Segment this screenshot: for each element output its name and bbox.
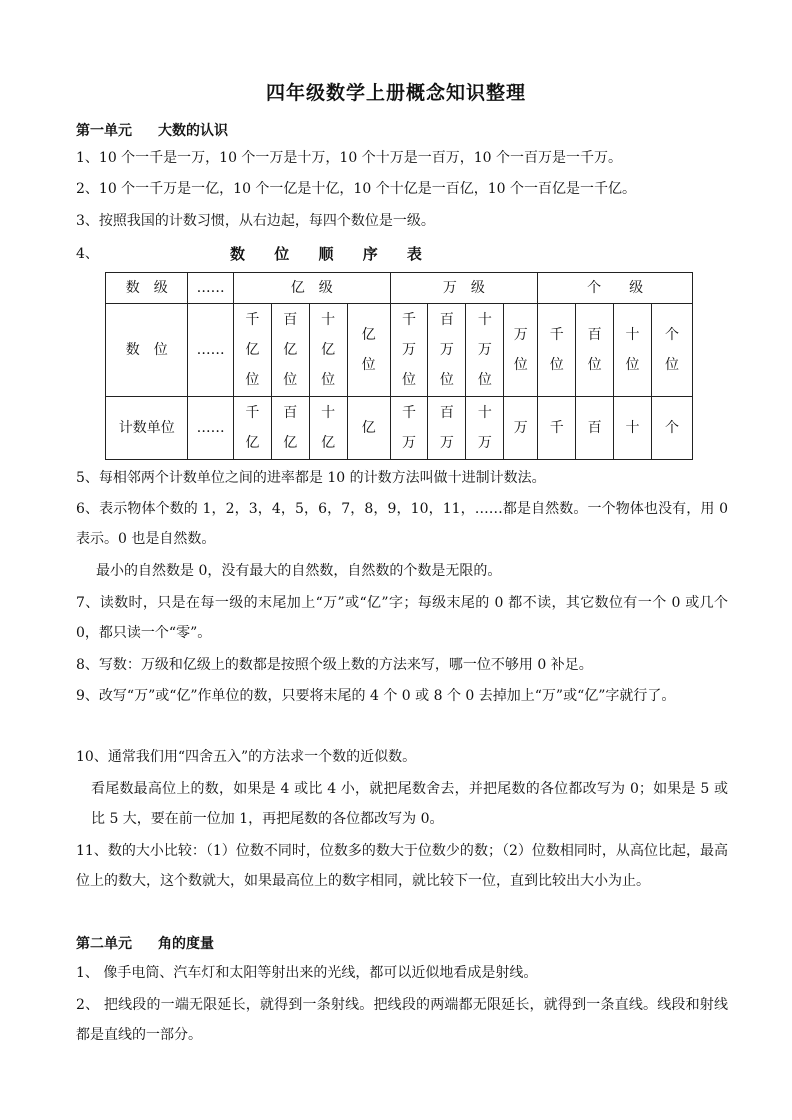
paragraph-7: 7、读数时，只是在每一级的末尾加上“万”或“亿”字；每级末尾的 0 都不读，其它数位有一个 0 或几个 0，都只读一个“零”。 <box>76 595 728 641</box>
unit-2-heading <box>76 933 214 953</box>
cell-yi-level: 亿 级 <box>233 273 390 304</box>
cell-place: 亿位 <box>347 304 390 397</box>
unit-1-heading <box>76 120 228 140</box>
paragraph-2: 2、10 个一千万是一亿，10 个一亿是十亿，10 个十亿是一百亿，10 个一百亿是一千亿。 <box>76 181 636 197</box>
cell-unit: 千 <box>538 397 576 460</box>
cell-place: 万位 <box>504 304 538 397</box>
cell-level-dots: …… <box>188 273 234 304</box>
cell-place: 百亿位 <box>271 304 309 397</box>
cell-unit: 十亿 <box>309 397 347 460</box>
cell-place: 百位 <box>576 304 614 397</box>
cell-place: 千亿位 <box>233 304 271 397</box>
paragraph-10: 10、通常我们用“四舍五入”的方法求一个数的近似数。 <box>76 749 417 765</box>
cell-place: 十万位 <box>466 304 504 397</box>
cell-unit: 百亿 <box>271 397 309 460</box>
cell-place: 千位 <box>538 304 576 397</box>
cell-place-dots: …… <box>188 304 234 397</box>
cell-place-head: 数 位 <box>106 304 188 397</box>
table-item-label: 4、 <box>76 246 99 262</box>
cell-unit: 十万 <box>466 397 504 460</box>
table-title: 数 位 顺 序 表 <box>230 245 434 263</box>
cell-place: 个位 <box>651 304 692 397</box>
page-title: 四年级数学上册概念知识整理 <box>265 82 526 104</box>
paragraph-10-note: 看尾数最高位上的数，如果是 4 或比 4 小，就把尾数舍去，并把尾数的各位都改写为 0；如果是 5 或比 5 大，要在前一位加 1，再把尾数的各位都改写为 0。 <box>91 781 728 827</box>
cell-place: 百万位 <box>428 304 466 397</box>
cell-place: 十亿位 <box>309 304 347 397</box>
cell-wan-level: 万 级 <box>390 273 538 304</box>
unit-2-paragraph-1: 1、 像手电筒、汽车灯和太阳等射出来的光线，都可以近似地看成是射线。 <box>76 965 538 981</box>
paragraph-5: 5、每相邻两个计数单位之间的进率都是 10 的计数方法叫做十进制计数法。 <box>76 470 546 486</box>
cell-unit: 十 <box>614 397 652 460</box>
cell-place: 千万位 <box>390 304 428 397</box>
cell-place: 十位 <box>614 304 652 397</box>
paragraph-6: 6、表示物体个数的 1，2，3，4，5，6，7，8，9，10，11，……都是自然数。一个物体也没有，用 0 表示。0 也是自然数。 <box>76 501 728 547</box>
cell-level-head: 数 级 <box>106 273 188 304</box>
paragraph-3: 3、按照我国的计数习惯，从右边起，每四个数位是一级。 <box>76 213 435 229</box>
table-row-places <box>106 304 693 397</box>
unit-2-paragraph-2: 2、 把线段的一端无限延长，就得到一条射线。把线段的两端都无限延长，就得到一条直线。线段和射线都是直线的一部分。 <box>76 997 728 1043</box>
place-value-table <box>105 272 693 460</box>
cell-unit: 万 <box>504 397 538 460</box>
unit-2-name: 角的度量 <box>158 936 214 952</box>
paragraph-8: 8、写数：万级和亿级上的数都是按照个级上数的方法来写，哪一位不够用 0 补足。 <box>76 657 593 673</box>
paragraph-9: 9、改写“万”或“亿”作单位的数，只要将末尾的 4 个 0 或 8 个 0 去掉加上“万”或“亿”字就行了。 <box>76 688 676 704</box>
table-row-levels <box>106 273 693 304</box>
unit-1-name: 大数的认识 <box>158 123 228 139</box>
paragraph-1: 1、10 个一千是一万，10 个一万是十万，10 个十万是一百万，10 个一百万是一千万。 <box>76 150 622 166</box>
cell-ge-level: 个 级 <box>538 273 693 304</box>
cell-unit: 千亿 <box>233 397 271 460</box>
cell-unit: 亿 <box>347 397 390 460</box>
paragraph-6-note: 最小的自然数是 0，没有最大的自然数，自然数的个数是无限的。 <box>96 563 502 579</box>
cell-unit: 千万 <box>390 397 428 460</box>
cell-unit: 百万 <box>428 397 466 460</box>
unit-2-label: 第二单元 <box>76 936 132 952</box>
unit-1-label: 第一单元 <box>76 123 132 139</box>
cell-unit-dots: …… <box>188 397 234 460</box>
cell-unit-head: 计数单位 <box>106 397 188 460</box>
paragraph-11: 11、数的大小比较：（1）位数不同时，位数多的数大于位数少的数；（2）位数相同时，从高位比起，最高位上的数大，这个数就大，如果最高位上的数字相同，就比较下一位，直到比较出大小为止。 <box>76 843 728 889</box>
table-row-units <box>106 397 693 460</box>
cell-unit: 个 <box>651 397 692 460</box>
cell-unit: 百 <box>576 397 614 460</box>
